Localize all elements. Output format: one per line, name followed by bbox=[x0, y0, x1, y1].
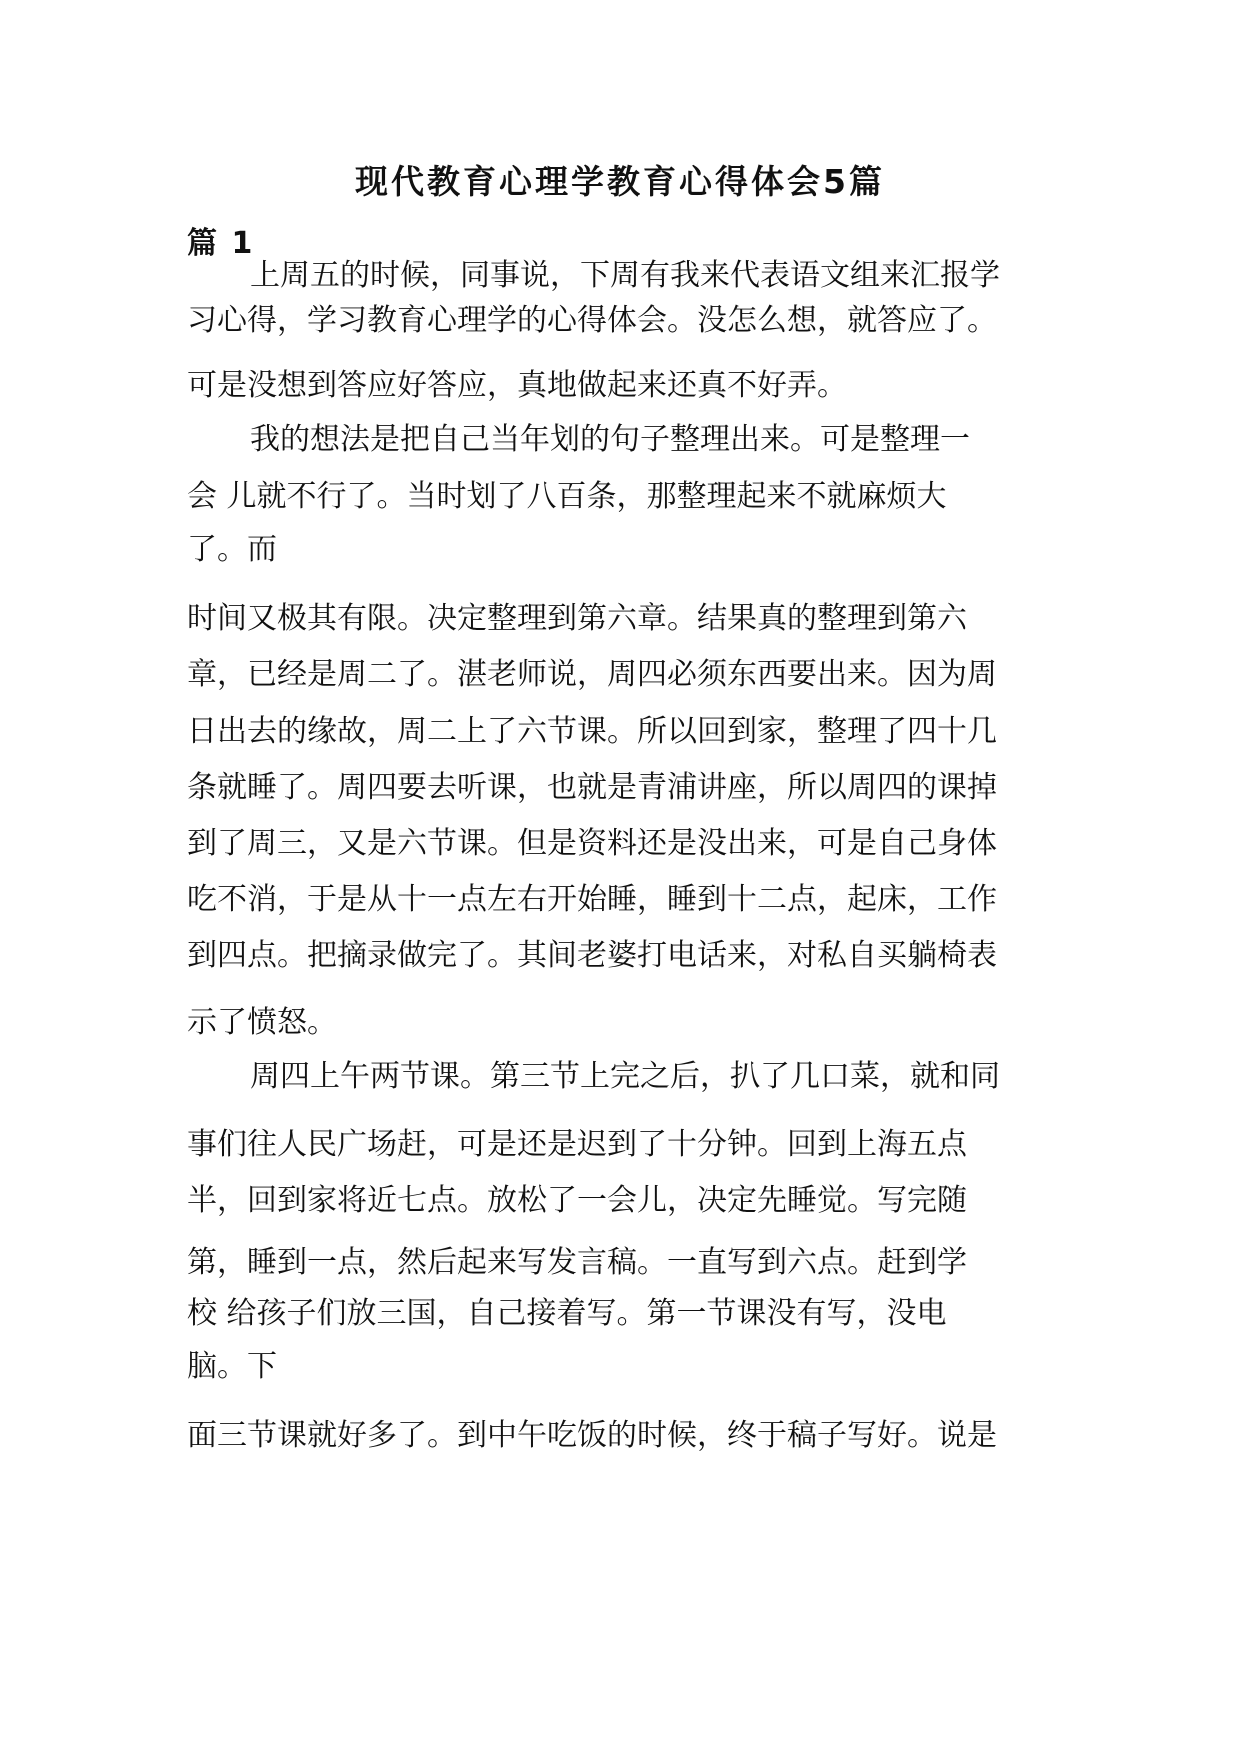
document-title: 现代教育心理学教育心得体会5篇 bbox=[355, 162, 885, 201]
paragraph-line: 章，已经是周二了。湛老师说，周四必须东西要出来。因为周 bbox=[187, 657, 997, 692]
section-heading: 篇 1 bbox=[187, 226, 255, 261]
paragraph-line: 周四上午两节课。第三节上完之后，扒了几口菜，就和同 bbox=[250, 1059, 1000, 1094]
paragraph-line: 面三节课就好多了。到中午吃饭的时候，终于稿子写好。说是 bbox=[187, 1418, 997, 1453]
paragraph-line: 条就睡了。周四要去听课，也就是青浦讲座，所以周四的课掉 bbox=[187, 770, 997, 805]
paragraph-line: 日出去的缘故，周二上了六节课。所以回到家，整理了四十几 bbox=[187, 714, 997, 749]
paragraph-line: 了。而 bbox=[187, 532, 277, 567]
paragraph-line: 吃不消，于是从十一点左右开始睡，睡到十二点，起床，工作 bbox=[187, 882, 997, 917]
paragraph-line: 示了愤怒。 bbox=[187, 1005, 337, 1040]
paragraph-line: 会 儿就不行了。当时划了八百条，那整理起来不就麻烦大 bbox=[187, 479, 947, 514]
paragraph-line: 半，回到家将近七点。放松了一会儿，决定先睡觉。写完随 bbox=[187, 1183, 967, 1218]
paragraph-line: 校 给孩子们放三国，自己接着写。第一节课没有写，没电 bbox=[187, 1296, 947, 1331]
paragraph-line: 上周五的时候，同事说，下周有我来代表语文组来汇报学 bbox=[250, 258, 1000, 293]
paragraph-line: 第，睡到一点，然后起来写发言稿。一直写到六点。赶到学 bbox=[187, 1245, 967, 1280]
paragraph-line: 脑。下 bbox=[187, 1349, 277, 1384]
paragraph-line: 事们往人民广场赶，可是还是迟到了十分钟。回到上海五点 bbox=[187, 1127, 967, 1162]
paragraph-line: 我的想法是把自己当年划的句子整理出来。可是整理一 bbox=[250, 422, 970, 457]
paragraph-line: 时间又极其有限。决定整理到第六章。结果真的整理到第六 bbox=[187, 601, 967, 636]
paragraph-line: 到了周三，又是六节课。但是资料还是没出来，可是自己身体 bbox=[187, 826, 997, 861]
paragraph-line: 习心得，学习教育心理学的心得体会。没怎么想，就答应了。 bbox=[187, 303, 997, 338]
paragraph-line: 可是没想到答应好答应，真地做起来还真不好弄。 bbox=[187, 368, 847, 403]
paragraph-line: 到四点。把摘录做完了。其间老婆打电话来，对私自买躺椅表 bbox=[187, 938, 997, 973]
